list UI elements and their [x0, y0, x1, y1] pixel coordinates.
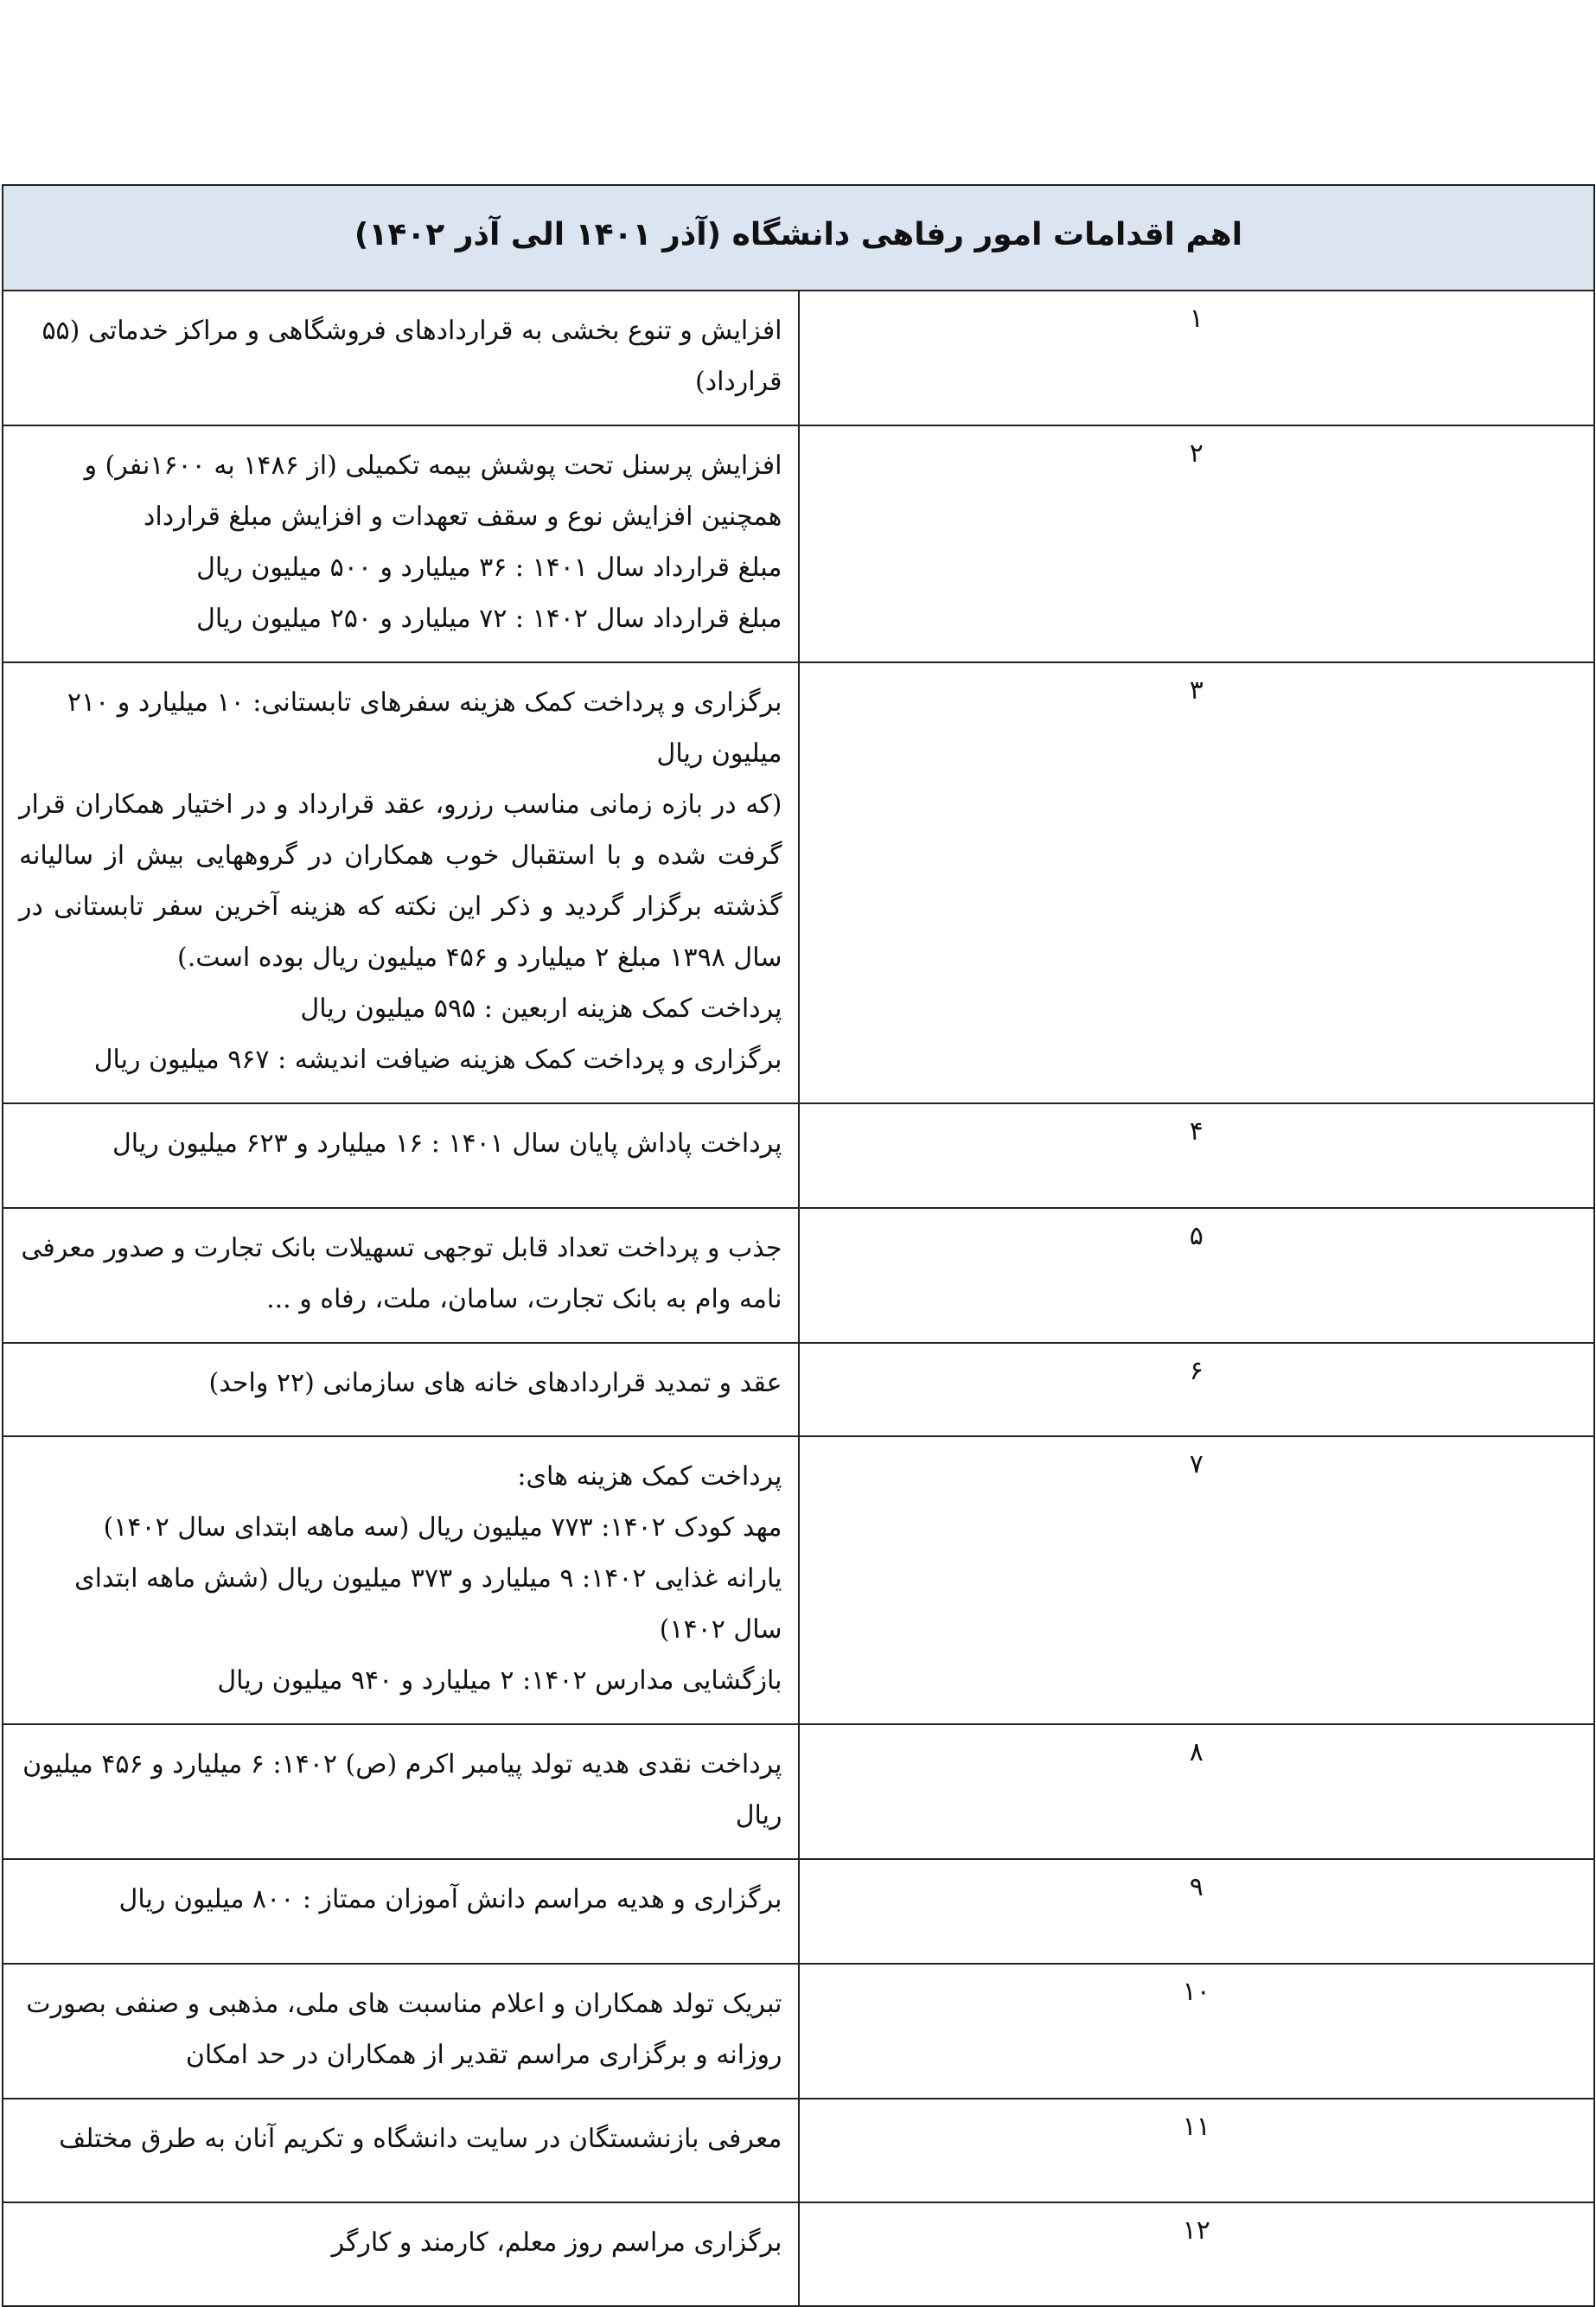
row-number: ۲ — [799, 425, 1595, 662]
row-line: جذب و پرداخت تعداد قابل توجهی تسهیلات بانک تجارت و صدور معرفی نامه وام به بانک تجارت، سامان، ملت، رفاه و ... — [21, 1233, 782, 1314]
row-line: افزایش پرسنل تحت پوشش بیمه تکمیلی (از ۱۴۸۶ به ۱۶۰۰نفر) و همچنین افزایش نوع و سقف تعهدات و افزایش مبلغ قرارداد — [84, 451, 782, 532]
row-number: ۸ — [799, 1724, 1595, 1859]
row-paragraph: (که در بازه زمانی مناسب رزرو، عقد قرارداد و در اختیار همکاران قرار گرفت شده و با استقبال خوب همکاران در گروههایی بیش از سالیانه گذشته برگزار گردید و ذکر این نکته که هزینه آخرین سفر تابستانی در سال ۱۳۹۸ مبلغ ۲ میلیارد و ۴۵۶ میلیون ریال بوده است.) — [19, 789, 782, 973]
row-content — [3, 662, 799, 1103]
table-row — [3, 1964, 1594, 2099]
row-line: عقد و تمدید قراردادهای خانه های سازمانی (۲۲ واحد) — [208, 1368, 782, 1398]
row-number: ۹ — [799, 1859, 1595, 1964]
table-title: اهم اقدامات امور رفاهی دانشگاه (آذر ۱۴۰۱ الی آذر ۱۴۰۲) — [3, 185, 1594, 291]
table-row — [3, 1724, 1594, 1859]
row-line: مهد کودک ۱۴۰۲: ۷۷۳ میلیون ریال (سه ماهه ابتدای سال ۱۴۰۲) — [103, 1512, 782, 1543]
welfare-actions-table — [2, 184, 1595, 2307]
row-line: بازگشایی مدارس ۱۴۰۲: ۲ میلیارد و ۹۴۰ میلیون ریال — [217, 1665, 782, 1696]
table-row — [3, 1436, 1594, 1724]
row-content — [3, 1103, 799, 1208]
row-content — [3, 425, 799, 662]
row-number: ۵ — [799, 1208, 1595, 1343]
row-number: ۱۱ — [799, 2099, 1595, 2202]
row-number: ۳ — [799, 662, 1595, 1103]
row-content — [3, 1343, 799, 1436]
row-line: مبلغ قرارداد سال ۱۴۰۱ : ۳۶ میلیارد و ۵۰۰ میلیون ریال — [196, 553, 782, 583]
row-number: ۱۲ — [799, 2202, 1595, 2306]
row-line: افزایش و تنوع بخشی به قراردادهای فروشگاهی و مراکز خدماتی (۵۵ قرارداد) — [41, 316, 782, 397]
row-line: برگزاری و پرداخت کمک هزینه سفرهای تابستانی: ۱۰ میلیارد و ۲۱۰ میلیون ریال — [67, 687, 782, 769]
row-number: ۴ — [799, 1103, 1595, 1208]
row-line: پرداخت نقدی هدیه تولد پیامبر اکرم (ص) ۱۴۰۲: ۶ میلیارد و ۴۵۶ میلیون ریال — [22, 1749, 782, 1831]
row-number: ۱ — [799, 291, 1595, 425]
row-content — [3, 2202, 799, 2306]
row-content — [3, 1859, 799, 1964]
row-line: برگزاری و هدیه مراسم دانش آموزان ممتاز : ۸۰۰ میلیون ریال — [118, 1884, 782, 1914]
row-content — [3, 2099, 799, 2202]
row-number: ۷ — [799, 1436, 1595, 1724]
row-content — [3, 1964, 799, 2099]
table-row — [3, 662, 1594, 1103]
row-content — [3, 1724, 799, 1859]
row-line: برگزاری و پرداخت کمک هزینه ضیافت اندیشه : ۹۶۷ میلیون ریال — [93, 1045, 782, 1075]
row-content — [3, 1436, 799, 1724]
row-line: یارانه غذایی ۱۴۰۲: ۹ میلیارد و ۳۷۳ میلیون ریال (شش ماهه ابتدای سال ۱۴۰۲) — [74, 1563, 782, 1645]
table-row — [3, 1103, 1594, 1208]
row-line: پرداخت کمک هزینه اربعین : ۵۹۵ میلیون ریال — [300, 994, 782, 1024]
row-number: ۱۰ — [799, 1964, 1595, 2099]
table-row — [3, 291, 1594, 425]
table-header-row — [3, 185, 1594, 291]
row-number: ۶ — [799, 1343, 1595, 1436]
row-content — [3, 291, 799, 425]
row-line: معرفی بازنشستگان در سایت دانشگاه و تکریم آنان به طرق مختلف — [59, 2124, 782, 2154]
table-row — [3, 2202, 1594, 2306]
row-line: پرداخت پاداش پایان سال ۱۴۰۱ : ۱۶ میلیارد و ۶۲۳ میلیون ریال — [112, 1128, 782, 1159]
table-row — [3, 1859, 1594, 1964]
table-row — [3, 1208, 1594, 1343]
row-line: برگزاری مراسم روز معلم، کارمند و کارگر — [331, 2227, 782, 2258]
table-row — [3, 425, 1594, 662]
table-row — [3, 1343, 1594, 1436]
row-line: پرداخت کمک هزینه های: — [517, 1461, 782, 1492]
row-line: مبلغ قرارداد سال ۱۴۰۲ : ۷۲ میلیارد و ۲۵۰ میلیون ریال — [196, 604, 782, 634]
table-row — [3, 2099, 1594, 2202]
row-content — [3, 1208, 799, 1343]
row-line: تبریک تولد همکاران و اعلام مناسبت های ملی، مذهبی و صنفی بصورت روزانه و برگزاری مراسم تقدیر از همکاران در حد امکان — [26, 1989, 782, 2070]
